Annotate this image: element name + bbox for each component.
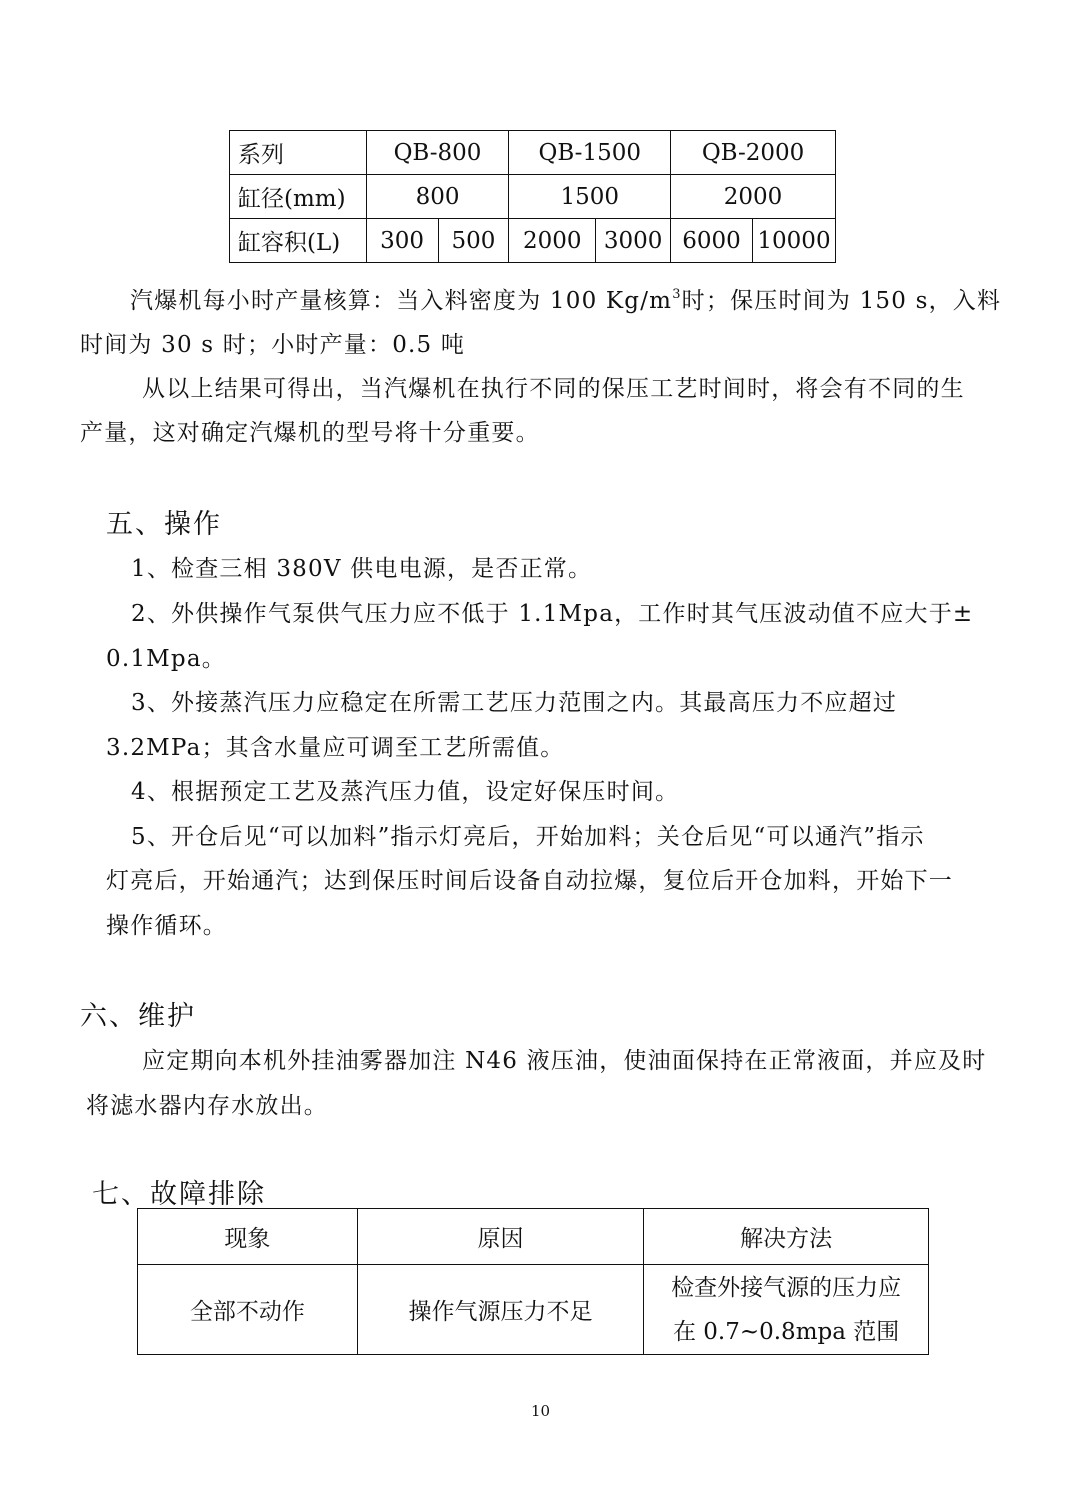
- result-line-1: 从以上结果可得出，当汽爆机在执行不同的保压工艺时间时，将会有不同的生: [142, 376, 965, 402]
- fault-solution: [644, 1265, 929, 1355]
- spec-row-volume: [230, 219, 836, 263]
- fault-solution-line-1: 检查外接气源的压力应: [671, 1274, 902, 1301]
- fault-table: [137, 1208, 929, 1355]
- fault-symptom: 全部不动作: [138, 1265, 358, 1355]
- page-number: 10: [531, 1402, 551, 1420]
- operation-item-2-line-1: 2、外供操作气泵供气压力应不低于 1.1Mpa，工作时其气压波动值不应大于±: [131, 601, 974, 627]
- fault-solution-line-2: 在 0.7~0.8mpa 范围: [672, 1318, 900, 1345]
- spec-model-cell: QB-2000: [671, 131, 836, 175]
- result-line-2: 产量，这对确定汽爆机的型号将十分重要。: [80, 420, 540, 446]
- spec-diameter-cell: 1500: [509, 175, 671, 219]
- spec-volume-cell: 3000: [596, 219, 671, 263]
- section-title-troubleshooting: 七、故障排除: [92, 1179, 266, 1210]
- spec-diameter-cell: 800: [366, 175, 509, 219]
- spec-diameter-cell: 2000: [671, 175, 836, 219]
- maintenance-line-1: 应定期向本机外挂油雾器加注 N46 液压油，使油面保持在正常液面，并应及时: [142, 1048, 987, 1074]
- spec-volume-cell: 2000: [509, 219, 596, 263]
- fault-header-row: [138, 1209, 929, 1265]
- operation-item-5-line-1: 5、开仓后见“可以加料”指示灯亮后，开始加料；关仓后见“可以通汽”指示: [131, 824, 925, 850]
- operation-item-2-line-2: 0.1Mpa。: [106, 646, 226, 672]
- operation-item-3-line-1: 3、外接蒸汽压力应稳定在所需工艺压力范围之内。其最高压力不应超过: [131, 690, 898, 716]
- spec-volume-cell: 6000: [671, 219, 753, 263]
- spec-volume-cell: 10000: [753, 219, 836, 263]
- spec-model-cell: QB-1500: [509, 131, 671, 175]
- operation-item-3-line-2: 3.2MPa；其含水量应可调至工艺所需值。: [106, 735, 565, 761]
- spec-model-cell: QB-800: [366, 131, 509, 175]
- operation-item-4: 4、根据预定工艺及蒸汽压力值，设定好保压时间。: [131, 779, 680, 805]
- spec-volume-cell: 500: [438, 219, 509, 263]
- section-title-maintenance: 六、维护: [80, 1001, 196, 1032]
- operation-item-1: 1、检查三相 380V 供电电源，是否正常。: [131, 556, 593, 582]
- spec-series-label: 系列: [230, 131, 367, 175]
- fault-header-solution: 解决方法: [644, 1209, 929, 1265]
- fault-cause: 操作气源压力不足: [357, 1265, 644, 1355]
- fault-row: [138, 1265, 929, 1355]
- maintenance-line-2: 将滤水器内存水放出。: [86, 1093, 328, 1119]
- fault-header-cause: 原因: [357, 1209, 644, 1265]
- spec-row-diameter: [230, 175, 836, 219]
- spec-volume-label: 缸容积(L): [230, 219, 367, 263]
- production-line-1: [130, 282, 1001, 315]
- fault-header-symptom: 现象: [138, 1209, 358, 1265]
- spec-volume-cell: 300: [366, 219, 438, 263]
- spec-diameter-label: 缸径(mm): [230, 175, 367, 219]
- production-text-a: 汽爆机每小时产量核算：当入料密度为 100 Kg/m: [130, 288, 673, 314]
- operation-item-5-line-2: 灯亮后，开始通汽；达到保压时间后设备自动拉爆，复位后开仓加料，开始下一: [106, 868, 953, 894]
- spec-table: [229, 130, 836, 263]
- production-text-b: 时；保压时间为 150 s，入料: [681, 288, 1002, 314]
- operation-item-5-line-3: 操作循环。: [106, 913, 227, 939]
- section-title-operation: 五、操作: [106, 509, 222, 540]
- spec-row-series: [230, 131, 836, 175]
- production-line-2: 时间为 30 s 时；小时产量：0.5 吨: [80, 332, 466, 358]
- superscript-3: 3: [672, 287, 682, 302]
